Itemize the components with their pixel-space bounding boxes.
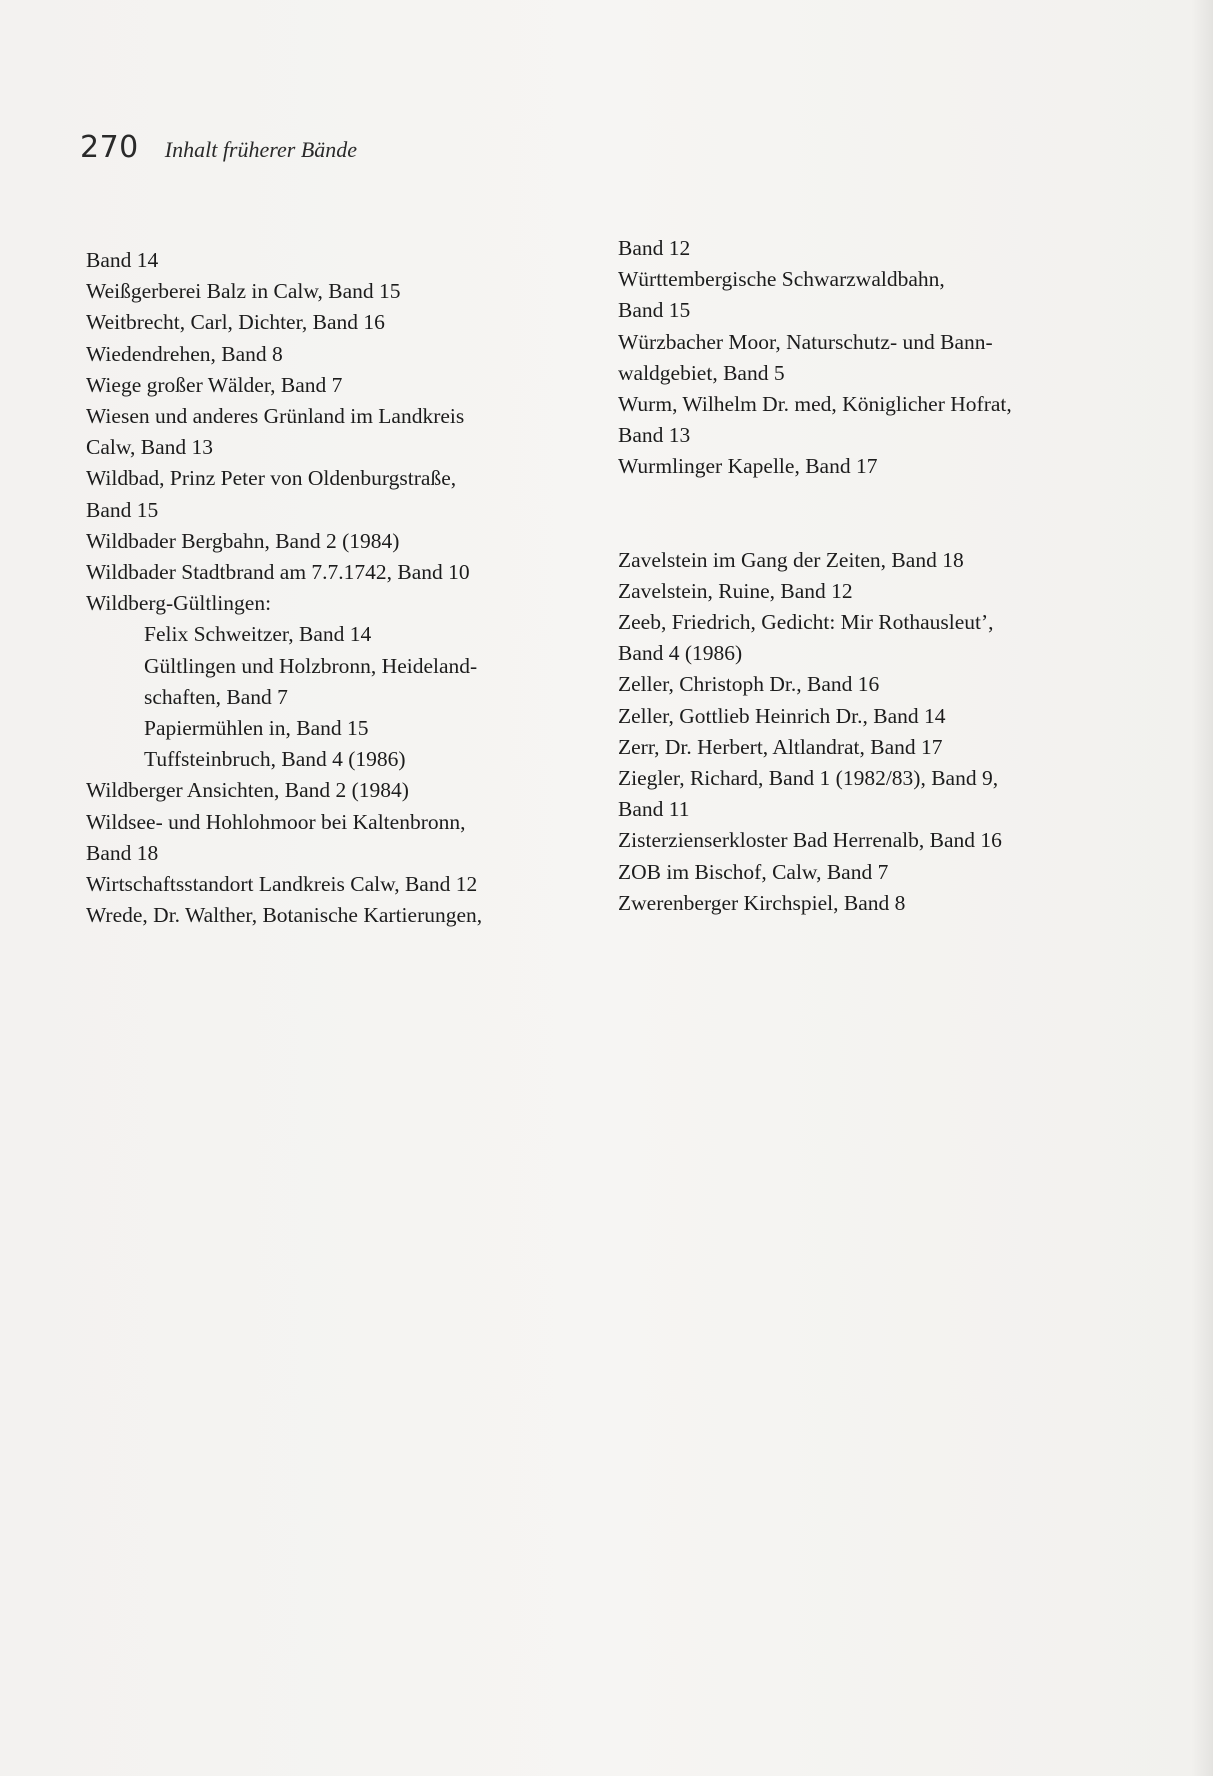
index-entry: Wiedendrehen, Band 8: [86, 341, 283, 366]
index-entry: Zisterzienserkloster Bad Herrenalb, Band 16: [618, 828, 1002, 853]
index-entry: Gültlingen und Holzbronn, Heideland-: [144, 653, 478, 678]
index-entry: Zerr, Dr. Herbert, Altlandrat, Band 17: [618, 734, 943, 759]
index-entry: Felix Schweitzer, Band 14: [144, 622, 372, 647]
index-entry: Papiermühlen in, Band 15: [144, 716, 369, 741]
index-entry: Zavelstein, Ruine, Band 12: [618, 578, 853, 603]
index-entry: waldgebiet, Band 5: [618, 360, 785, 385]
index-entry: Wurmlinger Kapelle, Band 17: [618, 454, 878, 479]
index-entry: Zeller, Christoph Dr., Band 16: [618, 672, 880, 697]
index-column-left: [86, 245, 606, 931]
index-entry: schaften, Band 7: [144, 684, 288, 709]
index-entry: Band 18: [86, 840, 159, 865]
page-number: 270: [80, 130, 139, 165]
index-entry: ZOB im Bischof, Calw, Band 7: [618, 859, 889, 884]
index-entry: Weitbrecht, Carl, Dichter, Band 16: [86, 310, 385, 335]
index-entry: Würzbacher Moor, Naturschutz- und Bann-: [618, 329, 993, 354]
index-entry: Wildberger Ansichten, Band 2 (1984): [86, 778, 409, 803]
index-group-w: [618, 233, 1088, 483]
index-entry: Zwerenberger Kirchspiel, Band 8: [618, 890, 906, 915]
index-entry: Calw, Band 13: [86, 435, 213, 460]
index-entry: Wiege großer Wälder, Band 7: [86, 372, 343, 397]
index-entry: Zavelstein im Gang der Zeiten, Band 18: [618, 547, 964, 572]
index-entry: Wurm, Wilhelm Dr. med, Königlicher Hofrat,: [618, 392, 1012, 417]
index-entry: Wrede, Dr. Walther, Botanische Kartierungen,: [86, 903, 483, 928]
index-entry: Band 13: [618, 423, 691, 448]
index-entry: Wiesen und anderes Grünland im Landkreis: [86, 404, 465, 429]
index-entry: Wildbader Bergbahn, Band 2 (1984): [86, 528, 400, 553]
index-entry: Wildsee- und Hohlohmoor bei Kaltenbronn,: [86, 809, 466, 834]
index-entry: Band 4 (1986): [618, 641, 743, 666]
index-entry: Band 15: [86, 497, 159, 522]
index-entry: Band 11: [618, 797, 690, 822]
page-header: [80, 130, 357, 165]
index-entry: Tuffsteinbruch, Band 4 (1986): [144, 747, 406, 772]
index-entry: Wildbad, Prinz Peter von Oldenburgstraße,: [86, 466, 457, 491]
index-group-z: [618, 545, 1088, 919]
index-entry: Band 14: [86, 248, 159, 272]
index-entry: Württembergische Schwarzwaldbahn,: [618, 267, 945, 292]
index-entry: Band 12: [618, 236, 691, 260]
index-entry: Zeller, Gottlieb Heinrich Dr., Band 14: [618, 703, 946, 728]
running-title: Inhalt früherer Bände: [164, 137, 358, 162]
index-entry: Wirtschaftsstandort Landkreis Calw, Band 12: [86, 872, 478, 897]
index-column-right: [618, 233, 1088, 919]
index-entry: Ziegler, Richard, Band 1 (1982/83), Band 9,: [618, 766, 999, 791]
index-entry: Zeeb, Friedrich, Gedicht: Mir Rothausleut’,: [618, 610, 994, 635]
index-entry: Weißgerberei Balz in Calw, Band 15: [86, 279, 401, 304]
letter-group-gap: [618, 483, 1088, 545]
index-entry: Band 15: [618, 298, 691, 323]
index-entry: Wildberg-Gültlingen:: [86, 591, 272, 616]
page-edge-shadow: [1191, 0, 1213, 1776]
index-entry: Wildbader Stadtbrand am 7.7.1742, Band 10: [86, 560, 470, 585]
